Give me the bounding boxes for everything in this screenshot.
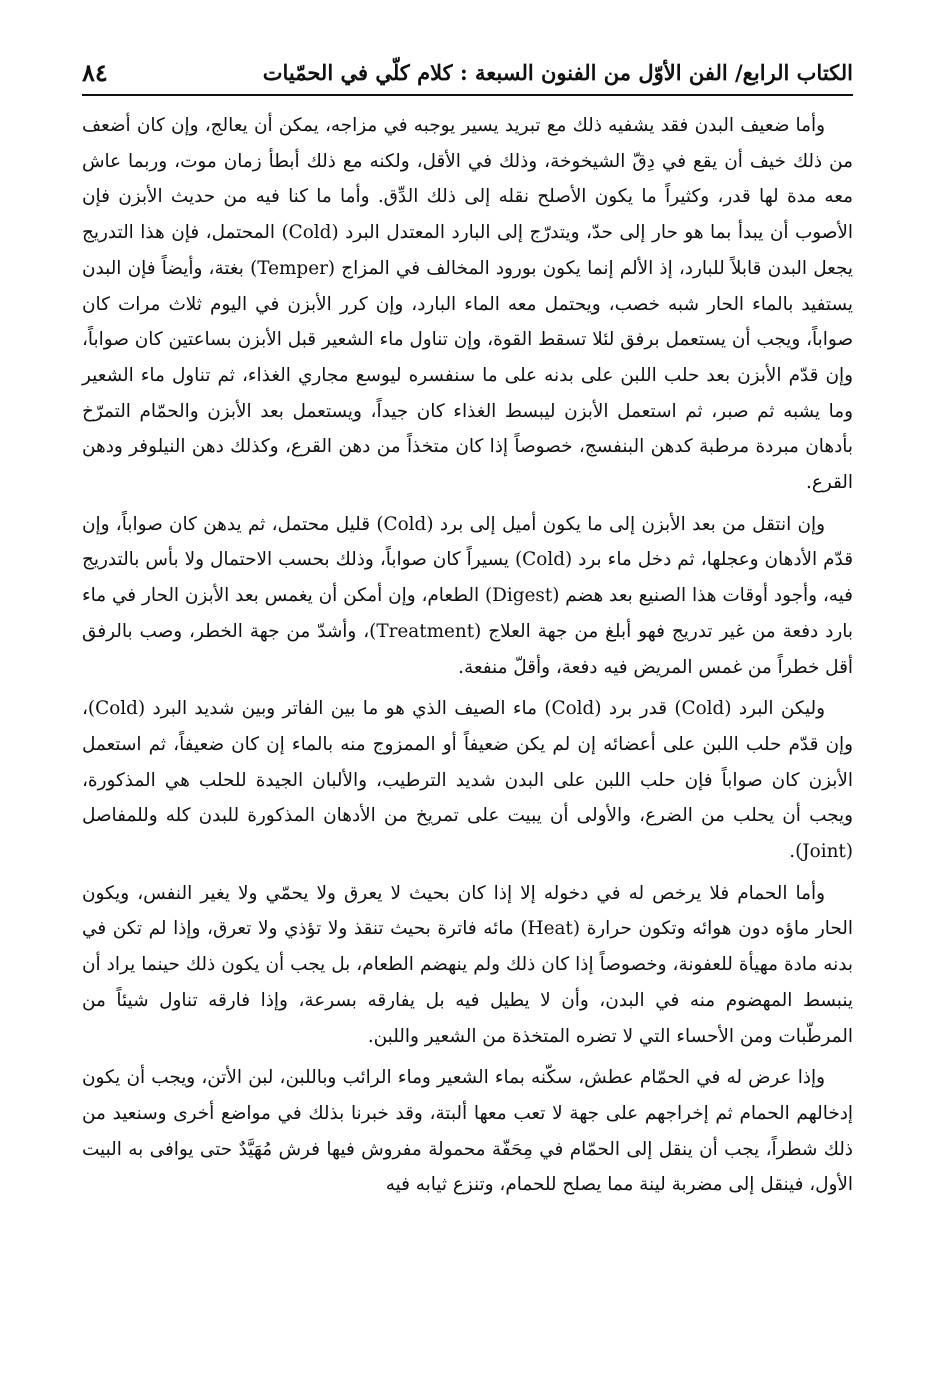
header-divider xyxy=(82,94,853,96)
paragraph-4: وأما الحمام فلا يرخص له في دخوله إلا إذا كان بحيث لا يعرق ولا يحمّي ولا يغير النفس، ويكون الحار ماؤه دون هوائه وتكون حرارة (Heat) مائه فاترة بحيث تنقذ ولا تؤذي ولا تعرق، وإذا لم تكن في بدنه مادة مهيأة للعفونة، وخصوصاً إذا كان ذلك ولم ينهضم الطعام، بل يجب أن يكون ذلك حينما يراد أن ينبسط المهضوم منه في البدن، وأن لا يطيل فيه بل يفارقه بسرعة، وإذا فارقه تناول شيئاً من المرطّبات ومن الأحساء التي لا تضره المتخذة من الشعير واللبن. xyxy=(82,882,853,1047)
paragraph-3: وليكن البرد (Cold) قدر برد (Cold) ماء الصيف الذي هو ما بين الفاتر وبين شديد البرد (Cold)، وإن قدّم حلب اللبن على أعضائه إن لم يكن ضعيفاً أو الممزوج منه بالماء إن كان ضعيفاً، ثم استعمل الأبزن كان صواباً فإن حلب اللبن على البدن شديد الترطيب، والألبان الجيدة للحلب هي المذكورة، ويجب أن يحلب من الضرع، والأولى أن يبيت على تمريخ من الأدهان المذكورة للبدن كله وللمفاصل (Joint). xyxy=(82,698,853,863)
paragraph-2: وإن انتقل من بعد الأبزن إلى ما يكون أميل إلى برد (Cold) قليل محتمل، ثم يدهن كان صواباً، وإن قدّم الأدهان وعجلها، ثم دخل ماء برد (Cold) يسيراً كان صواباً، وذلك بحسب الاحتمال ولا بأس بالتدريج فيه، وأجود أوقات هذا الصنيع بعد هضم (Digest) الطعام، وإن أمكن أن يغمس بعد الأبزن الحار في ماء بارد دفعة من غير تدريج فهو أبلغ من جهة العلاج (Treatment)، وأشدّ من جهة الخطر، وصب بالرفق أقل خطراً من غمس المريض فيه دفعة، وأقلّ منفعة. xyxy=(82,513,853,678)
page-header xyxy=(82,52,853,92)
page-number: ٨٤ xyxy=(82,57,108,87)
paragraph-1: وأما ضعيف البدن فقد يشفيه ذلك مع تبريد يسير يوجبه في مزاجه، يمكن أن يعالج، وإن كان أضعف من ذلك خيف أن يقع في دِقّ الشيخوخة، وذلك في الأقل، ولكنه مع ذلك أبطأ زمان موت، وربما عاش معه مدة لها قدر، وكثيراً ما يكون الأصلح نقله إلى ذلك الدِّق. وأما ما كنا فيه من حديث الأبزن فإن الأصوب أن يبدأ بما هو حار إلى حدّ، ويتدرّج إلى البارد المعتدل البرد (Cold) المحتمل، فإن هذا التدريج يجعل البدن قابلاً للبارد، إذ الألم إنما يكون بورود المخالف في المزاج (Temper) بغتة، وأيضاً فإن البدن يستفيد بالماء الحار شبه خصب، ويحتمل معه الماء البارد، وإن كرر الأبزن في اليوم ثلاث مرات كان صواباً، ويجب أن يستعمل برفق لئلا تسقط القوة، وإن تناول ماء الشعير قبل الأبزن بساعتين كان صواباً، وإن قدّم الأبزن بعد حلب اللبن على بدنه على ما سنفسره ليوسع مجاري الغذاء، ثم تناول ماء الشعير وما يشبه ثم صبر، ثم استعمل الأبزن ليبسط الغذاء كان جيداً، ويستعمل بعد الأبزن والحمّام التمرّخ بأدهان مبردة مرطبة كدهن البنفسج، خصوصاً إذا كان متخذاً من دهن القرع، وكذلك دهن النيلوفر ودهن القرع. xyxy=(82,115,854,494)
paragraph-5: وإذا عرض له في الحمّام عطش، سكّنه بماء الشعير وماء الرائب وباللبن، لبن الأتن، ويجب أن يكون إدخالهم الحمام ثم إخراجهم على جهة لا تعب معها ألبتة، وقد خبرنا بذلك في مواضع أخرى وسنعيد من ذلك شطراً، يجب أن ينقل إلى الحمّام في مِحَفّة محمولة مفروش فيها فرش مُهَيَّدٌ حتى يوافى به البيت الأول، فينقل إلى مضربة لينة مما يصلح للحمام، وتنزع ثيابه فيه xyxy=(82,1067,853,1196)
page-body xyxy=(82,108,853,1203)
running-title: الكتاب الرابع/ الفن الأوّل من الفنون السبعة : كلام كلّي في الحمّيات xyxy=(262,59,853,85)
